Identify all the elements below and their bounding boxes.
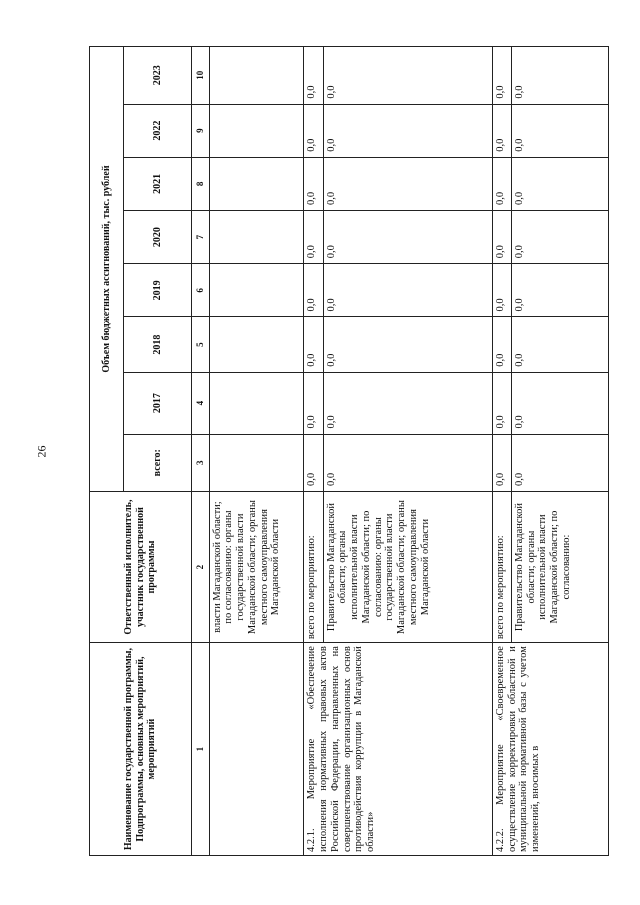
value-cell: 0,0 [323, 47, 492, 105]
value-cell: 0,0 [492, 434, 511, 491]
column-number-row [191, 47, 209, 856]
column-number: 5 [191, 317, 209, 372]
value-cell: 0,0 [323, 372, 492, 434]
value-cell [209, 47, 304, 105]
row-name-cell: 4.2.1. Мероприятие «Обеспечение исполнения нормативных правовых актов Российской Федерации, направленных на совершенствование организационных основ противодействия коррупции в Магаданской области» [304, 643, 492, 856]
value-cell: 0,0 [304, 264, 323, 317]
value-cell: 0,0 [304, 104, 323, 157]
value-cell: 0,0 [304, 372, 323, 434]
row-name-cell [209, 643, 304, 856]
value-cell: 0,0 [492, 317, 511, 372]
value-cell: 0,0 [304, 317, 323, 372]
value-cell: 0,0 [304, 157, 323, 210]
row-responsible-cell: всего по мероприятию: [492, 491, 511, 642]
column-number: 10 [191, 47, 209, 105]
value-cell: 0,0 [511, 372, 608, 434]
value-cell: 0,0 [304, 211, 323, 264]
value-cell: 0,0 [323, 434, 492, 491]
value-cell: 0,0 [511, 434, 608, 491]
header-budget: Объем бюджетных ассигнований, тыс. рублей [90, 47, 124, 492]
value-cell: 0,0 [511, 47, 608, 105]
header-total: всего: [123, 434, 191, 491]
budget-table [89, 46, 609, 856]
value-cell [209, 211, 304, 264]
value-cell: 0,0 [323, 317, 492, 372]
page-number: 26 [34, 445, 49, 458]
value-cell: 0,0 [511, 104, 608, 157]
header-responsible: Ответственный исполнитель, участник государственной программы [90, 491, 192, 642]
column-number: 8 [191, 157, 209, 210]
row-responsible-cell: всего по мероприятию: [304, 491, 323, 642]
column-number: 4 [191, 372, 209, 434]
row-responsible-cell: власти Магаданской области; по согласованию: органы государственной власти Магаданской области; органы местного самоуправления Магаданской области [209, 491, 304, 642]
value-cell: 0,0 [304, 47, 323, 105]
value-cell: 0,0 [492, 264, 511, 317]
row-name-cell: 4.2.2. Мероприятие «Своевременное осуществление корректировки областной и муниципальной нормативной базы с учетом изменений, вносимых в [492, 643, 608, 856]
value-cell: 0,0 [511, 264, 608, 317]
value-cell: 0,0 [323, 211, 492, 264]
table-row [492, 47, 511, 856]
value-cell: 0,0 [323, 157, 492, 210]
value-cell: 0,0 [323, 264, 492, 317]
value-cell: 0,0 [492, 372, 511, 434]
column-number: 2 [191, 491, 209, 642]
value-cell [209, 104, 304, 157]
rotated-table-wrapper [89, 46, 609, 856]
value-cell [209, 434, 304, 491]
value-cell [209, 317, 304, 372]
header-year: 2023 [123, 47, 191, 105]
value-cell: 0,0 [511, 317, 608, 372]
value-cell [209, 372, 304, 434]
table-row [209, 47, 304, 856]
column-number: 7 [191, 211, 209, 264]
header-year: 2020 [123, 211, 191, 264]
column-number: 6 [191, 264, 209, 317]
header-year: 2022 [123, 104, 191, 157]
column-number: 9 [191, 104, 209, 157]
value-cell [209, 264, 304, 317]
header-year: 2018 [123, 317, 191, 372]
header-year: 2019 [123, 264, 191, 317]
value-cell: 0,0 [492, 104, 511, 157]
header-row-1 [90, 47, 124, 856]
header-name: Наименование государственной программы, Подпрограммы, основных мероприятий, мероприятий [90, 643, 192, 856]
row-responsible-cell: Правительство Магаданской области; органы исполнительной власти Магаданской области; по согласованию: [511, 491, 608, 642]
row-responsible-cell: Правительство Магаданской области; органы исполнительной власти Магаданской области; по согласованию: органы государственной власти Магаданской области; органы местного самоуправления Магаданской области [323, 491, 492, 642]
header-year: 2021 [123, 157, 191, 210]
table-container [89, 46, 609, 856]
value-cell: 0,0 [492, 47, 511, 105]
header-year: 2017 [123, 372, 191, 434]
value-cell: 0,0 [511, 157, 608, 210]
value-cell: 0,0 [323, 104, 492, 157]
value-cell: 0,0 [304, 434, 323, 491]
column-number: 3 [191, 434, 209, 491]
column-number: 1 [191, 643, 209, 856]
table-row [304, 47, 323, 856]
value-cell [209, 157, 304, 210]
value-cell: 0,0 [492, 211, 511, 264]
value-cell: 0,0 [511, 211, 608, 264]
value-cell: 0,0 [492, 157, 511, 210]
